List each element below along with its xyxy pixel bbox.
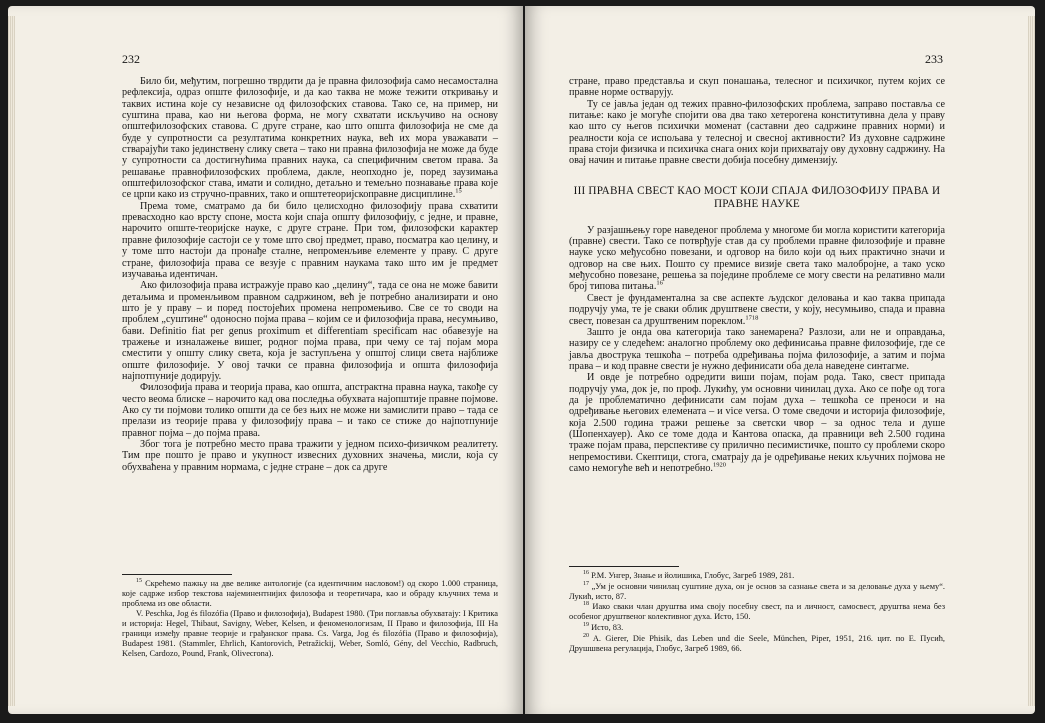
paragraph-text: У разјашњењу горе наведеног проблема у многоме би могла користити категорија (правне) свести. Тако се потврђује став да су проблеми правне филозофије и правне науке уско међусобно повезани, и одговор на било који од њих практично значи и одговор на све њих. Пошто су премисе визије света тако малобројне, а тако уско међусобно повезане, решења за појединe проблеме се могу свести на релативно мали број типова питања. <box>569 224 945 293</box>
paragraph <box>569 293 945 327</box>
paragraph: Ако филозофија права истражује право као „целину“, тада се она не може бавити детаљима и променљивом правном садржином, већ је потребно анализирати и оно што је у праву – и поред постојећих промена непромењиво. Све се то своди на проблем „суштине“ одоносно појма права – којим се и филозофија права, несумњиво, бави. Definitio fiat per genus proximum et differentiam specificam нас обавезује на тражење и изналажење вишег, родног појма права, при чему се тај појам мора сместити у општу слику света, која је заступљена у општој слици света најближе опште филозофије. У овој тачки се правна филозофија и општа филозофија најпотпуније додирују. <box>122 280 498 382</box>
paragraph-text: Свест је фундаментална за све аспекте људског деловања и као таква припада подручју ума, те је сваки облик друштвене свести, у коју, несумњиво, спада и правна свест, повезан са друштвеним пореклом. <box>569 292 945 327</box>
page-number: 232 <box>122 52 140 66</box>
footnote <box>122 609 498 658</box>
footnote-text: Р.М. Унгер, Знање и йолишика, Глобус, Загреб 1989, 281. <box>591 571 795 580</box>
footnote-text: Иако сваки члан друштва има своју посебну свест, па и личност, самосвест, друштва нема без особеног друштвеног колективног духа. Исто, 150. <box>569 602 946 622</box>
footnote-reference: 17 <box>745 314 752 322</box>
left-page <box>8 6 523 714</box>
footnote-text: V. Peschka, Jog és filozófia (Право и филозофија), Budapest 1980. (Три поглавља обухватају: I Критика и историја: Hegel, Thibaut, Savigny, Weber, Kelsen, и феноменологизам, II Право и филозофија, III На граници између правне теорије и грађанског права. Cs. Varga, Jog és filozófia (Право и филозофија), Budapest 1981. (Stammler, Ehrlich, Kantorovich, Petražickij, Weber, Somló, Gény, del Vecchio, Radbruch, Kelsen, Cardozo, Pound, Frank, Olivecrona). <box>122 609 498 658</box>
paragraph-text: И овде је потребно одредити виши појам, појам рода. Тако, свест припада подручју ума, док је, по проф. Лукићу, ум основни чинилац духа. Ако се пође од тога да је проблематично дефинисати сам појам духа – тешкоћа се преноси и на одређивање његових елемената – и vice versa. О томе сведочи и историја филозофије, која 2.500 година тражи решење за светски чвор – за однос тела и душе (Шопенхауер). Ако се томе дода и Кантова опаска, да правници већ 2.500 година траже појам права, перспективе су прилично песимистичке, пошто су проблеми скоро непремостиви. Скептици, стога, сматрају да је одређивање неких кључних појмова не само немогуће већ и непотребно. <box>569 372 945 474</box>
page-edge <box>1028 16 1035 706</box>
footnote <box>122 579 498 608</box>
footnote-text: Скрећемо пажњу на две велике антологије (са идентичним насловом!) од скоро 1.000 страница, које садрже избор текстова најеминентнијих филозофа и теоретичара, као и обраду кључних тема и проблема из ове области. <box>122 579 498 608</box>
footnote-text: „Ум је основни чинилац суштине духа, он је основ за сазнање света и за деловање духа у њему“. Лукић, исто, 87. <box>569 581 946 601</box>
footnote-reference: 16 <box>656 280 663 288</box>
section-heading: III ПРАВНА СВЕСТ КАО МОСТ КОЈИ СПАЈА ФИЛОЗОФИЈУ ПРАВА И ПРАВНЕ НАУКЕ <box>573 184 941 210</box>
footnote-mark: 15 <box>136 578 142 585</box>
footnote <box>569 623 945 633</box>
paragraph: Ту се јавља један од тежих правно-филозофских проблема, заправо поставља се питање: како је могуће спојити ова два тако хетерогена конститутивна дела у праву као што су његов психички моменат (саставни део садржине правних норми) и реалности која се испољава у телесној и свесној активности? Из духовне садржине права стоји физичка и психичка снага оних који прихватају ову духовну садржину. На овај начин и питање правне свести добија посебну димензију. <box>569 98 945 167</box>
footnote-mark: 20 <box>583 632 589 639</box>
footnote-reference: 20 <box>719 461 726 469</box>
footnote-mark: 18 <box>583 601 589 608</box>
footnote-mark: 19 <box>583 622 589 629</box>
footnote-rule <box>569 566 679 567</box>
left-body-text <box>122 76 498 473</box>
left-footnotes <box>122 574 498 659</box>
paragraph: Зашто је онда ова категорија тако занемарена? Разлози, али не и оправдања, назиру се у следећем: аналогно проблему око дефинисања правне филозофије, где се јавља двострука тешкоћа – потреба одређивања појма филозофије, а затим и појма права – и код правне свести је нужно дефинисати оба дела наведене синтагме. <box>569 326 945 372</box>
page-edge <box>8 16 15 706</box>
footnote <box>569 634 945 654</box>
paragraph-text: Било би, међутим, погрешно тврдити да је правна филозофија само несамостална рефлексија, одраз опште филозофије, и да као таква не може тежити откривању и таквих истина које су независне од филозофских ставова. Тако се, на пример, ни суштина права, као ни његова форма, не могу схватати искључиво на основу општефилозофских ставова. С друге стране, као што општа филозофија не сме да буде у супротности са резултатима конкретних наука, већ их мора уважавати – стварајући тако јединствену слику света – тако ни правна филозофија не може да буде у супротности са достигнућима правних наука, са специфичним светом права. За решавање правнофилозофских проблема, дакле, неопходно је, поред заузимања општефилозофског става, имати и солидно, детаљно и темељно познавање права које се црпи како из стручно-правних, тако и општетеоријскоправне дисциплине. <box>122 76 498 201</box>
paragraph: Због тога је потребно место права тражити у једном психо-физичком реалитету. Тим пре пошто је право и укупност извесних духовних значења, мисли, која су обухваћена у правним нормама, с једне стране – док са друге <box>122 439 498 473</box>
right-footnotes <box>569 566 945 654</box>
footnote-text: Исто, 83. <box>591 622 624 632</box>
paragraph: Филозофија права и теорија права, као општа, апстрактна правна наука, такође су често веома блиске – нарочито кад ова последња обухвата најопштије правне појмове. Ако су ти појмови толико општи да се без њих не може ни замислити право – тада се прелази из теорије права у филозофију права – и тако се стиже до најпотпуније правног појма – до појма права. <box>122 382 498 439</box>
paragraph <box>569 225 945 293</box>
footnote <box>569 571 945 581</box>
right-body-text <box>569 76 945 474</box>
footnote-reference: 19 <box>712 461 720 469</box>
paragraph: стране, право представља и скуп понашања, телесног и психичког, путем којих се правне норме остварују. <box>569 76 945 99</box>
paragraph <box>569 372 945 474</box>
footnote-mark: 16 <box>583 570 589 577</box>
footnote-reference: 18 <box>751 314 759 322</box>
footnote-rule <box>122 574 232 575</box>
paragraph: Према томе, сматрамо да би било целисходно филозофију права схватити превасходно као врсту споне, моста који спаја општу филозофију, с једне, и правне, нарочито опште-теоријске науке, с друге стране. При том, филозофски карактер правне филозофије састоји се у томе што свој предмет, право, посматра као целину, и у томе што настоји да пронађе сталне, непроменљиве елементе у праву. С друге стране, филозофија права се везује с правним наукама тако што им је предмет изучавања идентичан. <box>122 200 498 280</box>
footnote <box>569 582 945 602</box>
page-number: 233 <box>925 52 943 66</box>
footnote-reference: 15 <box>455 188 462 196</box>
footnote-text: A. Gierer, Die Phisik, das Leben und die Seele, München, Piper, 1951, 216. цит. по Е. Пусић, Друшшвена регулација, Глобус, Загреб 1989, 66. <box>569 633 945 653</box>
footnote-mark: 17 <box>583 581 589 587</box>
paragraph <box>122 76 498 201</box>
right-page <box>525 6 1035 714</box>
footnote <box>569 602 945 622</box>
